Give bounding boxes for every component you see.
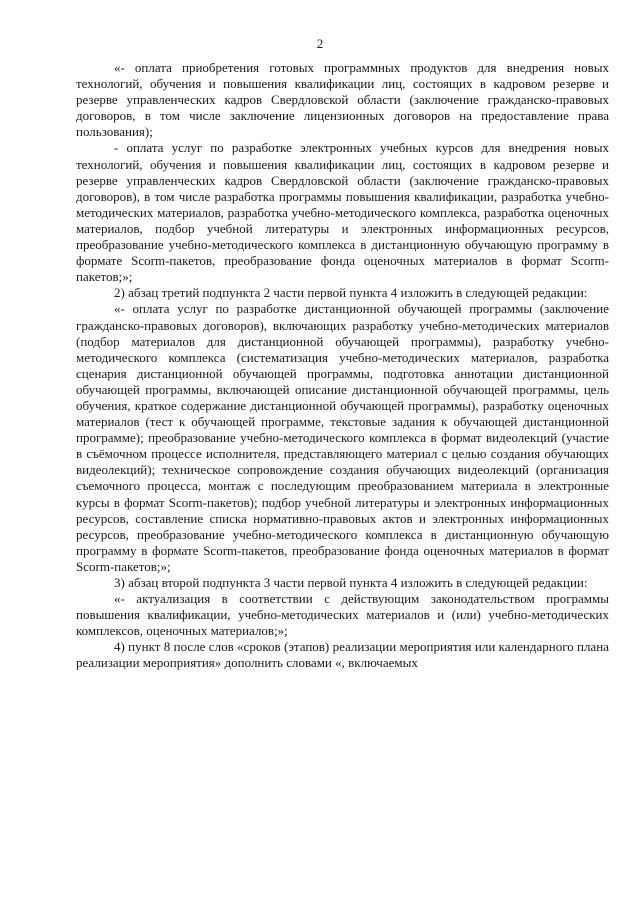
document-body [76, 60, 609, 672]
page-number: 2 [316, 36, 324, 51]
paragraph-scorm-software: «- оплата приобретения готовых программных продуктов для внедрения новых технологий, обучения и повышения квалификации лиц, состоящих в кадровом резерве и резерве управленческих кадров Свердловской области (заключение гражданско-правовых договоров, в том числе заключение лицензионных договоров на предоставление права пользования); [76, 60, 609, 140]
paragraph-amendment-2: 2) абзац третий подпункта 2 части первой пункта 4 изложить в следующей редакции: [114, 285, 588, 301]
paragraph-distance-program: «- оплата услуг по разработке дистанционной обучающей программы (заключение гражданско-правовых договоров), включающих разработку учебно-методических материалов (подбор материалов для дистанционной обучающей программы), разработку учебно-методического комплекса (систематизация учебно-методических материалов, разработка сценария дистанционной обучающей программы, подготовка аннотации дистанционной обучающей программы, включающей описание дистанционной обучающей программы, цель обучения, краткое содержание дистанционной обучающей программы), разработку оценочных материалов (тест к обучающей программе, текстовые задания к обучающей дистанционной программе); преобразование учебно-методического комплекса в формат видеолекций (участие в съёмочном процессе исполнителя, представляющего материал с целью создания обучающих видеолекций); техническое сопровождение создания обучающих видеолекций (организация съемочного процесса, монтаж с последующим преобразованием материала в электронные курсы в формат Scorm-пакетов); подбор учебной литературы и электронных информационных ресурсов, составление списка нормативно-правовых актов и электронных информационных ресурсов, преобразование учебно-методического комплекса в дистанционную обучающую программу в формате Scorm-пакетов, преобразование фонда оценочных материалов в формат Scorm-пакетов;»; [76, 301, 609, 574]
paragraph-electronic-courses: - оплата услуг по разработке электронных учебных курсов для внедрения новых технологий, обучения и повышения квалификации лиц, состоящих в кадровом резерве и резерве управленческих кадров Свердловской области (заключение гражданско-правовых договоров), в том числе разработка программы повышения квалификации, разработка учебно-методических материалов, разработка учебно-методического комплекса, разработка оценочных материалов, подбор учебной литературы и электронных информационных ресурсов, преобразование учебно-методического комплекса в дистанционную обучающую программу в формате Scorm-пакетов, преобразование фонда оценочных материалов в формат Scorm-пакетов;»; [76, 140, 609, 285]
paragraph-actualization: «- актуализация в соответствии с действующим законодательством программы повышения квалификации, учебно-методических материалов и (или) учебно-методических комплексов, оценочных материалов;»; [76, 591, 609, 639]
paragraph-amendment-4: 4) пункт 8 после слов «сроков (этапов) реализации мероприятия или календарного плана реализации мероприятия» дополнить словами «, включаемых [76, 639, 609, 671]
paragraph-amendment-3: 3) абзац второй подпункта 3 части первой пункта 4 изложить в следующей редакции: [114, 575, 588, 590]
